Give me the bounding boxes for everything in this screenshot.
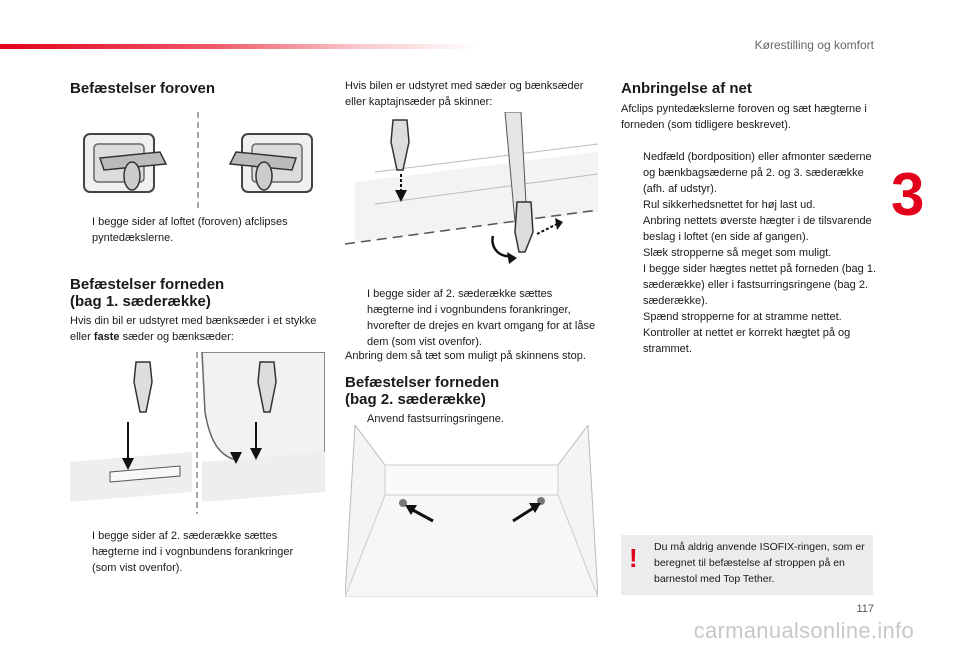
warning-box xyxy=(621,535,873,595)
bullet-top-fixings: I begge sider af loftet (foroven) afclipses pyntedækslerne. xyxy=(92,216,288,244)
figure-roof-fixings xyxy=(70,112,326,208)
list-item: Slæk stropperne så meget som muligt. xyxy=(643,247,832,259)
heading-lower-fixings-row1: Befæstelser forneden (bag 1. sæderække) xyxy=(70,276,225,310)
chapter-title: Kørestilling og komfort xyxy=(754,38,874,52)
list-item: Rul sikkerhedsnettet for høj last ud. xyxy=(643,199,816,211)
figure-rail-anchors xyxy=(345,112,598,277)
heading-top-fixings: Befæstelser foroven xyxy=(70,80,216,97)
list-item: I begge sider hægtes nettet på forneden (bag 1. sæderække) eller i fastsurringsringene (bag 2. sæderække). xyxy=(643,263,876,307)
warning-icon: ! xyxy=(629,543,638,573)
header-accent-bar xyxy=(0,44,480,49)
warning-text: Du må aldrig anvende ISOFIX-ringen, som er beregnet til befæstelse af stroppen på en barnestol med Top Tether. xyxy=(654,541,865,585)
list-item: Kontroller at nettet er korrekt hægtet på og strammet. xyxy=(643,327,851,355)
bullet-lashing-rings: Anvend fastsurringsringene. xyxy=(367,413,504,425)
heading-net-installation: Anbringelse af net xyxy=(621,80,752,97)
note-rail-stop: Anbring dem så tæt som muligt på skinnens stop. xyxy=(345,350,586,362)
bullet-rail-anchors: I begge sider af 2. sæderække sættes hægterne ind i vognbundens forankringer, hvorefter de drejes en kvart omgang for at låse dem (som vist ovenfor). xyxy=(367,288,596,348)
figure-floor-anchors-row1 xyxy=(70,352,325,514)
intro-lower-fixings-row1: Hvis din bil er udstyret med bænksæder i et stykke eller faste sæder og bænksæder: xyxy=(70,315,317,343)
list-item: Nedfæld (bordposition) eller afmonter sæderne og bænkbagsæderne på 2. og 3. sæderække (afh. af udstyr). xyxy=(643,151,872,195)
intro-net-installation: Afclips pyntedækslerne foroven og sæt hægterne i forneden (som tidligere beskrevet). xyxy=(621,103,867,131)
intro-rail-seats: Hvis bilen er udstyret med sæder og bænksæder eller kaptajnsæder på skinner: xyxy=(345,80,584,108)
watermark: carmanualsonline.info xyxy=(693,618,914,643)
figure-lashing-rings xyxy=(345,425,598,597)
bullet-lower-fixings-row1: I begge sider af 2. sæderække sættes hægterne ind i vognbundens forankringer (som vist ovenfor). xyxy=(92,530,294,574)
heading-lower-fixings-row2: Befæstelser forneden (bag 2. sæderække) xyxy=(345,374,500,408)
list-item: Anbring nettets øverste hægter i de tilsvarende beslag i loftet (en side af gangen). xyxy=(643,215,872,243)
net-steps-list xyxy=(621,149,881,357)
chapter-number: 3 xyxy=(891,161,925,228)
page-number: 117 xyxy=(856,603,874,615)
list-item: Spænd stropperne for at stramme nettet. xyxy=(643,311,842,323)
